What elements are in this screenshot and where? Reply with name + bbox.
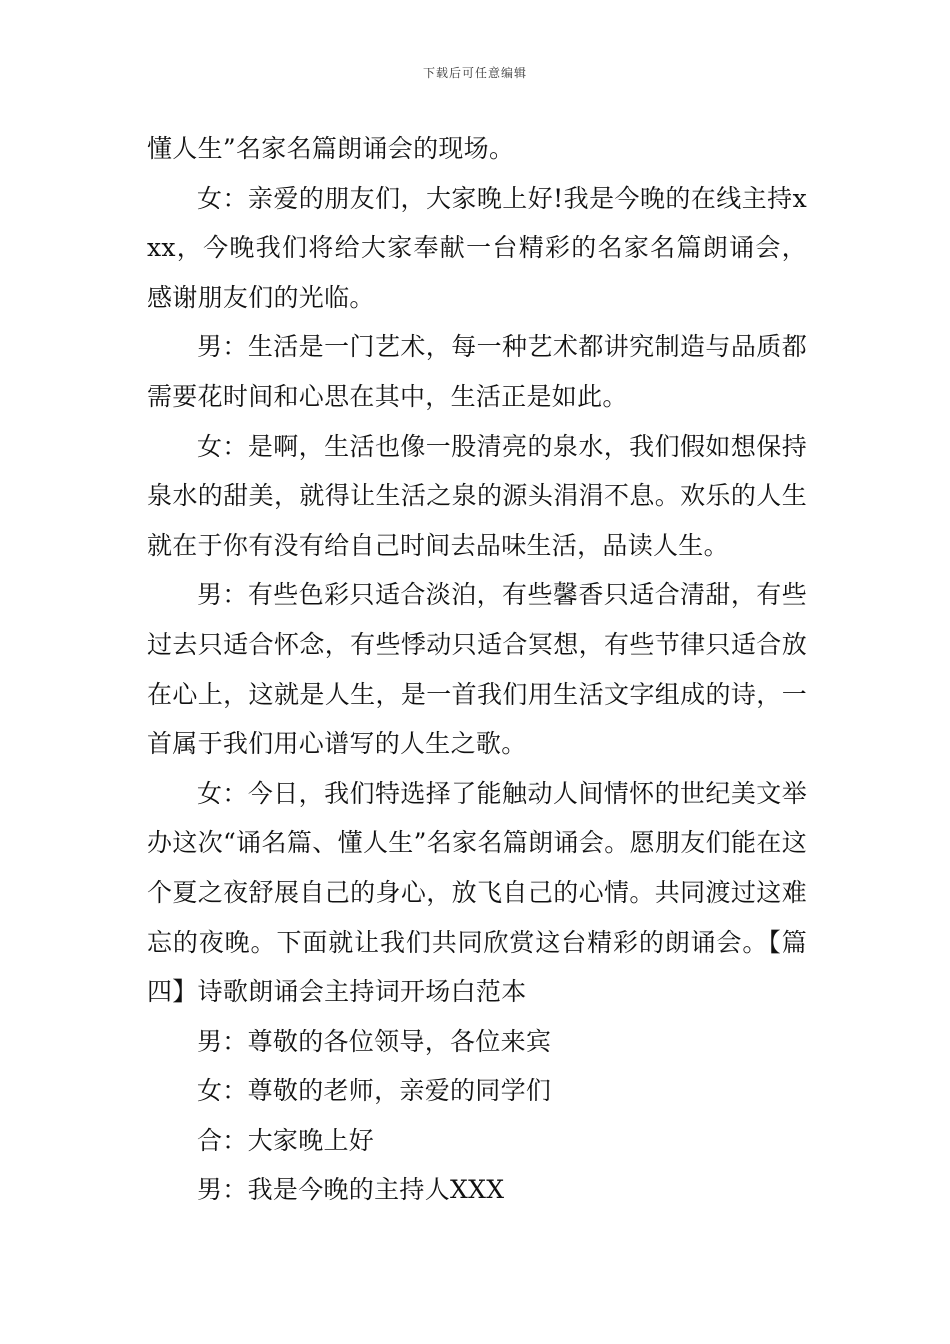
paragraph: 懂人生”名家名篇朗诵会的现场。: [147, 134, 515, 163]
paragraph: 女：是啊，生活也像一股清亮的泉水，我们假如想保持泉水的甜美，就得让生活之泉的源头涓涓不息。欢乐的人生就在于你有没有给自己时间去品味生活，品读人生。: [147, 431, 807, 560]
paragraph: 男：有些色彩只适合淡泊，有些馨香只适合清甜，有些过去只适合怀念，有些悸动只适合冥想，有些节律只适合放在心上，这就是人生，是一首我们用生活文字组成的诗，一首属于我们用心谱写的人生之歌。: [147, 580, 807, 759]
paragraph: 女：今日，我们特选择了能触动人间情怀的世纪美文举办这次“诵名篇、懂人生”名家名篇朗诵会。愿朋友们能在这个夏之夜舒展自己的身心，放飞自己的心情。共同渡过这难忘的夜晚。下面就让我们共同欣赏这台精彩的朗诵会。【篇四】诗歌朗诵会主持词开场白范本: [147, 778, 807, 1007]
paragraph: 女：尊敬的老师，亲爱的同学们: [197, 1076, 552, 1106]
paragraph: 男：尊敬的各位领导，各位来宾: [197, 1026, 552, 1056]
paragraph: 男：生活是一门艺术，每一种艺术都讲究制造与品质都需要花时间和心思在其中，生活正是如此。: [147, 332, 807, 411]
document-body: [147, 124, 807, 1215]
paragraph: 合：大家晚上好: [197, 1125, 375, 1155]
page-header: 下载后可任意编辑: [422, 66, 527, 80]
paragraph: 男：我是今晚的主持人XXX: [197, 1175, 505, 1205]
paragraph: 女：亲爱的朋友们，大家晚上好!我是今晚的在线主持xxx，今晚我们将给大家奉献一台精彩的名家名篇朗诵会，感谢朋友们的光临。: [147, 183, 807, 312]
